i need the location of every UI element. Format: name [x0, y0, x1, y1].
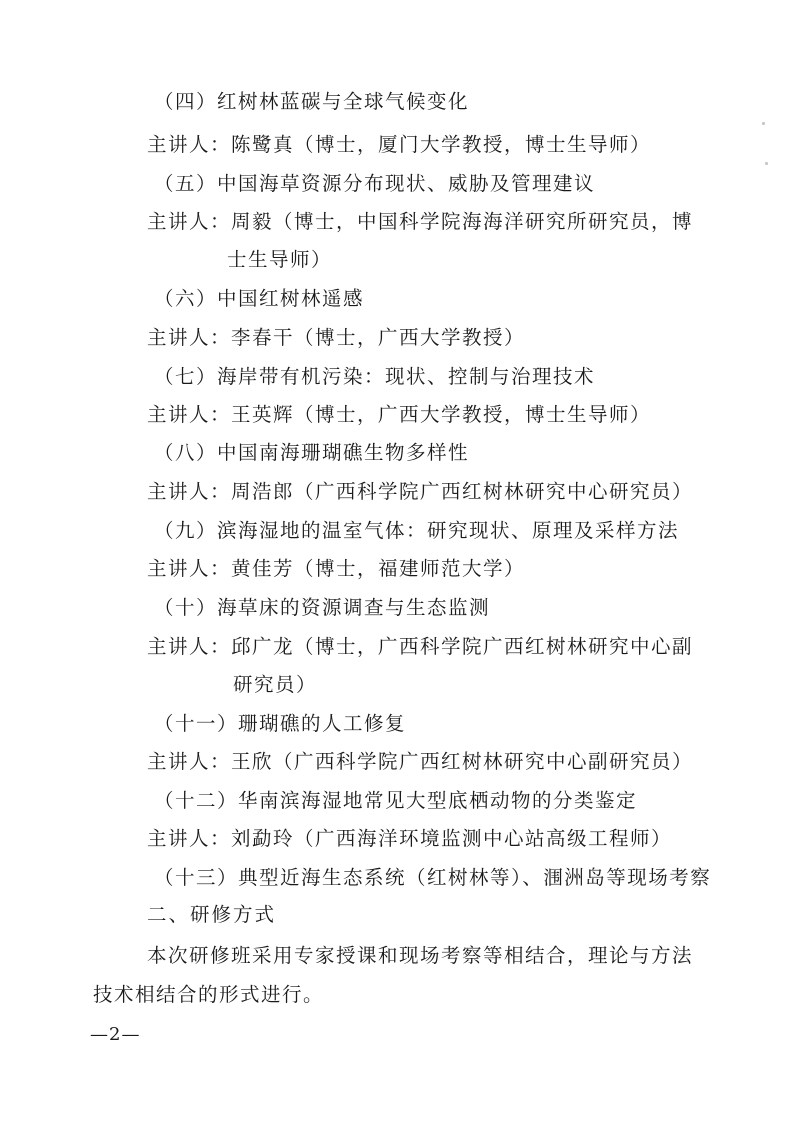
topic-8: （八）中国南海珊瑚礁生物多样性: [154, 441, 470, 464]
topic-9: （九）滨海湿地的温室气体：研究现状、原理及采样方法: [154, 519, 680, 542]
topic-13: （十三）典型近海生态系统（红树林等）、涠洲岛等现场考察: [154, 866, 712, 889]
speaker-10-cont: 研究员）: [233, 673, 318, 696]
topic-4: （四）红树林蓝碳与全球气候变化: [154, 90, 470, 113]
speaker-12: 主讲人：刘勐玲（广西海洋环境监测中心站高级工程师）: [147, 827, 673, 850]
speaker-5: 主讲人：周毅（博士，中国科学院海海洋研究所研究员，博: [147, 210, 694, 233]
speaker-8: 主讲人：周浩郎（广西科学院广西红树林研究中心研究员）: [147, 480, 694, 503]
speaker-6: 主讲人：李春干（博士，广西大学教授）: [147, 326, 526, 349]
topic-6: （六）中国红树林遥感: [154, 287, 365, 310]
scan-speck: [762, 122, 765, 125]
speaker-11: 主讲人：王欣（广西科学院广西红树林研究中心副研究员）: [147, 750, 694, 773]
topic-7: （七）海岸带有机污染：现状、控制与治理技术: [154, 365, 596, 388]
section-heading: 二、研修方式: [147, 903, 277, 926]
topic-12: （十二）华南滨海湿地常见大型底栖动物的分类鉴定: [154, 789, 638, 812]
paragraph-line-2: 技术相结合的形式进行。: [93, 983, 325, 1006]
speaker-4: 主讲人：陈鹭真（博士，厦门大学教授，博士生导师）: [147, 133, 652, 156]
speaker-5-cont: 士生导师）: [227, 248, 333, 271]
page-number: —2—: [90, 1024, 141, 1045]
speaker-7: 主讲人：王英辉（博士，广西大学教授，博士生导师）: [147, 403, 652, 426]
paragraph-line-1: 本次研修班采用专家授课和现场考察等相结合，理论与方法: [147, 944, 694, 967]
speaker-9: 主讲人：黄佳芳（博士，福建师范大学）: [147, 557, 526, 580]
scan-speck: [765, 162, 768, 165]
topic-10: （十）海草床的资源调查与生态监测: [154, 596, 491, 619]
topic-5: （五）中国海草资源分布现状、威胁及管理建议: [154, 172, 596, 195]
speaker-10: 主讲人：邱广龙（博士，广西科学院广西红树林研究中心副: [147, 635, 694, 658]
topic-11: （十一）珊瑚礁的人工修复: [154, 712, 407, 735]
